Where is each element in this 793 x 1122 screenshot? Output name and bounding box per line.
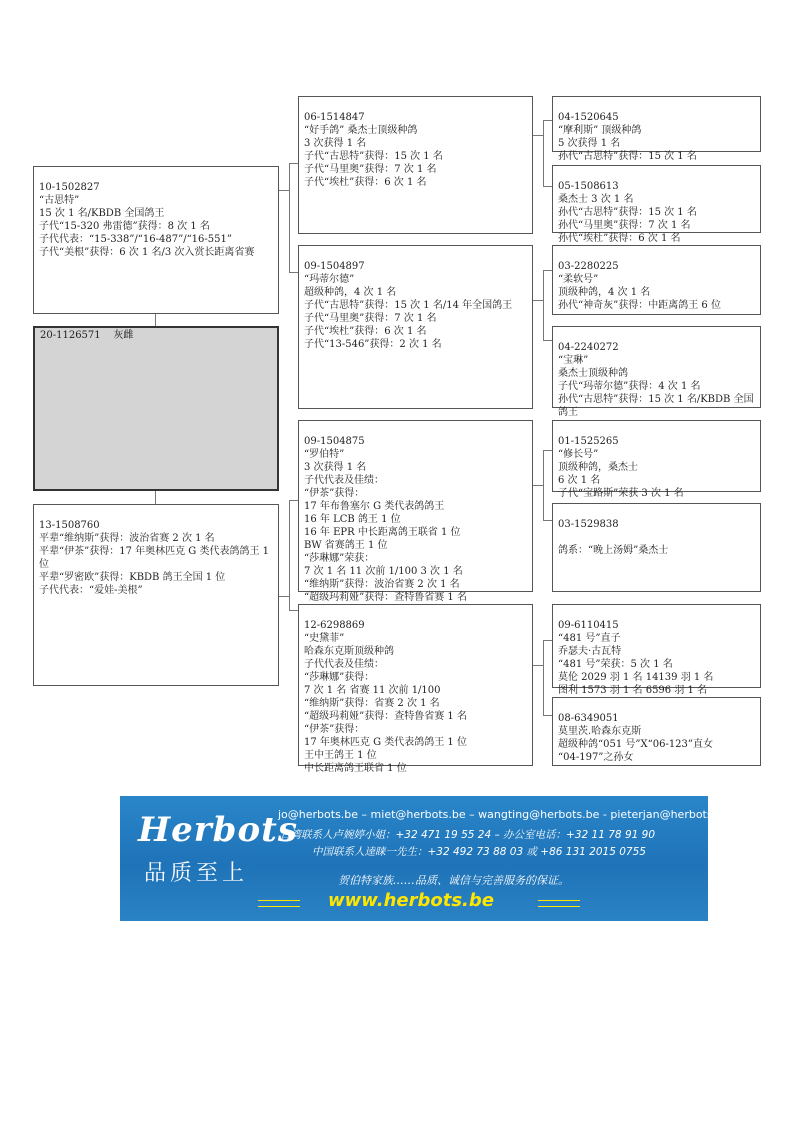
- dam-box: [33, 504, 279, 686]
- dss-ring-number: 01-1525265: [558, 436, 619, 447]
- sire-sire-box: [298, 96, 533, 234]
- subject-ring-number: 20-1126571: [40, 330, 101, 341]
- sdd-ring-number: 04-2240272: [558, 342, 619, 353]
- dds-box: [552, 604, 761, 696]
- connector-line: [533, 300, 543, 301]
- tagline: 贺伯特家族……品质、诚信与完善服务的保证。: [338, 874, 569, 887]
- sire-ring-number: 10-1502827: [39, 182, 100, 193]
- decorative-dash-right: [538, 900, 580, 907]
- connector-line: [543, 520, 552, 521]
- contact-emails[interactable]: jo@herbots.be – miet@herbots.be – wangting@herbots.be - pieterjan@herbots.be: [278, 808, 730, 821]
- sire-dam-box: [298, 245, 533, 409]
- dss-box: [552, 420, 761, 499]
- sdd-box: [552, 326, 761, 418]
- dsd-details: 鸽系：“晚上汤姆”桑杰士: [558, 545, 669, 556]
- connector-line: [543, 270, 544, 340]
- connector-line: [155, 491, 156, 504]
- connector-line: [533, 665, 543, 666]
- connector-line: [543, 450, 544, 520]
- herbots-logo: Herbots: [138, 810, 298, 850]
- sds-box: [552, 245, 761, 315]
- slogan: 品质至上: [144, 861, 249, 886]
- sds-details: “柔软号” 顶级种鸽，4 次 1 名 孙代“神奇灰”获得：中距离鸽王 6 位: [558, 274, 721, 311]
- decorative-dash-left: [258, 900, 300, 907]
- connector-line: [289, 610, 298, 611]
- connector-line: [155, 314, 156, 326]
- ddd-box: [552, 697, 761, 766]
- herbots-banner: [120, 796, 730, 921]
- connector-line: [279, 596, 289, 597]
- sire-details: “古思特” 15 次 1 名/KBDB 全国鸽王 子代“15-320 弗雷德”获得：8 次 1 名 子代代表：“15-338”/“16-487”/“16-551” 子代“美根”获得：6 次 1 名/3 次入赏长距离省赛: [39, 195, 255, 258]
- sss-ring-number: 04-1520645: [558, 112, 619, 123]
- connector-line: [543, 120, 552, 121]
- dam-details: 平辈“维纳斯”获得：波治省赛 2 次 1 名 平辈“伊茶”获得：17 年奥林匹克 G 类代表鸽鸽王 1 位 平辈“罗密欧”获得：KBDB 鸽王全国 1 位 子代代表：“爱娃-美根”: [39, 533, 270, 596]
- connector-line: [533, 485, 543, 486]
- sire-sire-details: “好手鸽” 桑杰士顶级种鸽 3 次获得 1 名 子代“古思特”获得：15 次 1 名 子代“马里奥”获得：7 次 1 名 子代“埃杜”获得：6 次 1 名: [304, 125, 443, 188]
- connector-line: [543, 270, 552, 271]
- website-link[interactable]: www.herbots.be: [328, 890, 494, 911]
- connector-line: [543, 186, 552, 187]
- sire-sire-ring-number: 06-1514847: [304, 112, 365, 123]
- dsd-box: [552, 503, 761, 592]
- dam-ring-number: 13-1508760: [39, 520, 100, 531]
- dss-details: “修长号” 顶级种鸽，桑杰士 6 次 1 名 子代“宝路斯”荣获 3 次 1 名: [558, 449, 684, 499]
- connector-line: [543, 120, 544, 186]
- connector-line: [279, 190, 289, 191]
- connector-line: [543, 340, 552, 341]
- dam-dam-box: [298, 604, 533, 774]
- dam-dam-ring-number: 12-6298869: [304, 620, 365, 631]
- connector-line: [543, 640, 552, 641]
- ssd-details: 桑杰士 3 次 1 名 孙代“古思特”获得：15 次 1 名 孙代“马里奥”获得：7 次 1 名 孙代“埃杜”获得：6 次 1 名: [558, 194, 697, 244]
- subject-photo-box: [33, 326, 279, 491]
- sds-ring-number: 03-2280225: [558, 261, 619, 272]
- ssd-ring-number: 05-1508613: [558, 181, 619, 192]
- sire-dam-details: “玛蒂尔德” 超级种鸽，4 次 1 名 子代“古思特”获得：15 次 1 名/14 年全国鸽王 子代“马里奥”获得：7 次 1 名 子代“埃杜”获得：6 次 1 名 子代“13-546”获得：2 次 1 名: [304, 274, 513, 350]
- ddd-ring-number: 08-6349051: [558, 713, 619, 724]
- dsd-ring-number: 03-1529838: [558, 519, 619, 530]
- dds-ring-number: 09-6110415: [558, 620, 619, 631]
- dam-sire-box: [298, 420, 533, 603]
- contact-china: 中国联系人逵睐一先生：+32 492 73 88 03 或 +86 131 2015 0755: [312, 846, 646, 858]
- connector-line: [543, 450, 552, 451]
- connector-line: [289, 500, 298, 501]
- connector-line: [289, 272, 298, 273]
- dam-sire-details: “罗伯特” 3 次获得 1 名 子代代表及佳绩： “伊茶”获得： 17 年布鲁塞尔 G 类代表鸽鸽王 16 年 LCB 鸽王 1 位 16 年 EPR 中长距离鸽王联省 1 位 BW 省赛鸽王 1 位 “莎琳娜”荣获： 7 次 1 名 11 次前 1/100 3 次 1 名 “维纳斯”获得：波治省赛 2 次 1 名 “超级玛莉娅”获得：查特鲁省赛 1 名: [304, 449, 467, 603]
- sire-dam-ring-number: 09-1504897: [304, 261, 365, 272]
- dam-sire-ring-number: 09-1504875: [304, 436, 365, 447]
- sdd-details: “宝琳” 桑杰士顶级种鸽 子代“玛蒂尔德”获得：4 次 1 名 孙代“古思特”获得：15 次 1 名/KBDB 全国鸽王: [558, 355, 754, 418]
- sss-box: [552, 96, 761, 162]
- sire-box: [33, 166, 279, 314]
- connector-line: [533, 135, 543, 136]
- connector-line: [289, 163, 290, 273]
- sss-details: “摩利斯” 顶级种鸽 5 次获得 1 名 孙代“古思特”获得：15 次 1 名: [558, 125, 697, 162]
- connector-line: [289, 500, 290, 610]
- dam-dam-details: “史黛菲” 哈森东克斯顶级种鸽 子代代表及佳绩： “莎琳娜”获得： 7 次 1 名 省赛 11 次前 1/100 “维纳斯”获得：省赛 2 次 1 名 “超级玛莉娅”获得：查特鲁省赛 1 名 “伊茶”获得： 17 年奥林匹克 G 类代表鸽鸽王 1 位 王中王鸽王 1 位 中长距离鸽王联省 1 位: [304, 633, 467, 774]
- ssd-box: [552, 165, 761, 244]
- ddd-details: 莫里茨.哈森东克斯 超级种鸽“051 号”X“06-123”直女 “04-197”之孙女: [558, 726, 714, 763]
- contact-taiwan: 台湾联系人卢婉婷小姐：+32 471 19 55 24 – 办公室电话：+32 11 78 91 90: [280, 829, 656, 841]
- dds-details: “481 号”直子 乔瑟夫·古瓦特 “481 号”荣获：5 次 1 名 莫伦 2029 羽 1 名 14139 羽 1 名 图利 1573 羽 1 名 6596 羽 1 名: [558, 633, 714, 696]
- subject-color: 灰雌: [113, 330, 134, 341]
- connector-line: [289, 163, 298, 164]
- connector-line: [543, 715, 552, 716]
- connector-line: [543, 640, 544, 715]
